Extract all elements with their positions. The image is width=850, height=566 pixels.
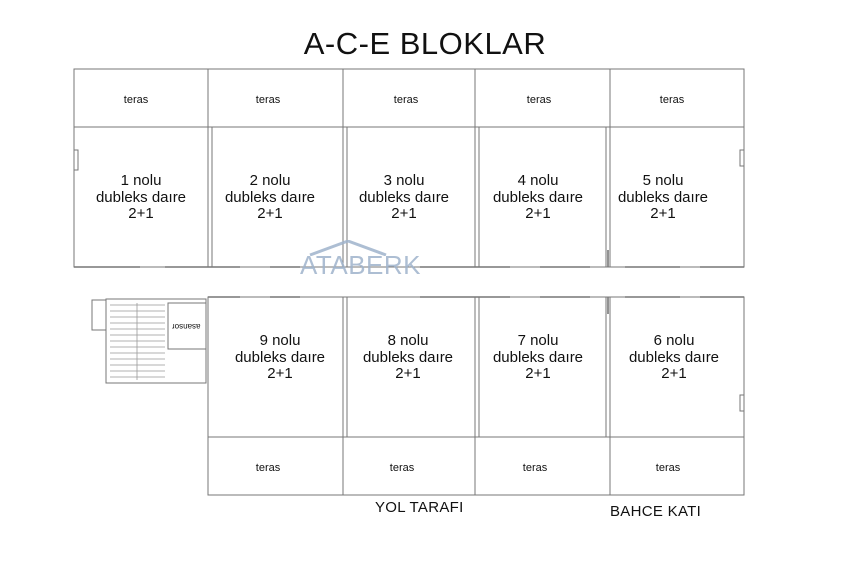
unit-5-label <box>593 173 733 223</box>
unit-2-label <box>200 173 340 223</box>
unit-number: 1 nolu <box>120 172 162 189</box>
terrace-label: teras <box>526 94 552 106</box>
unit-rooms: 2+1 <box>395 365 421 382</box>
terrace-label: teras <box>659 94 685 106</box>
house-roof-icon <box>308 240 388 256</box>
terrace-label: teras <box>123 94 149 106</box>
unit-type: dubleks daıre <box>492 348 584 366</box>
unit-number: 6 nolu <box>653 332 695 349</box>
unit-type: dubleks daıre <box>362 348 454 366</box>
unit-7-label <box>468 333 608 383</box>
terrace-label: teras <box>393 94 419 106</box>
unit-type: dubleks daıre <box>492 188 584 206</box>
unit-type: dubleks daıre <box>617 188 709 206</box>
unit-6-label <box>604 333 744 383</box>
terrace-label: teras <box>522 462 548 474</box>
unit-rooms: 2+1 <box>525 205 551 222</box>
garden-floor-label: BAHCE KATI <box>610 503 702 520</box>
unit-3-label <box>334 173 474 223</box>
terrace-label: teras <box>255 462 281 474</box>
unit-number: 7 nolu <box>517 332 559 349</box>
unit-4-label <box>468 173 608 223</box>
page-title: A-C-E BLOKLAR <box>303 26 547 61</box>
unit-type: dubleks daıre <box>234 348 326 366</box>
terrace-label: teras <box>255 94 281 106</box>
unit-rooms: 2+1 <box>257 205 283 222</box>
terrace-label: teras <box>655 462 681 474</box>
unit-type: dubleks daıre <box>95 188 187 206</box>
unit-rooms: 2+1 <box>128 205 154 222</box>
unit-number: 9 nolu <box>259 332 301 349</box>
unit-rooms: 2+1 <box>650 205 676 222</box>
unit-number: 2 nolu <box>249 172 291 189</box>
unit-rooms: 2+1 <box>661 365 687 382</box>
stair-treads <box>110 303 165 380</box>
unit-8-label <box>338 333 478 383</box>
unit-type: dubleks daıre <box>628 348 720 366</box>
unit-rooms: 2+1 <box>391 205 417 222</box>
unit-number: 4 nolu <box>517 172 559 189</box>
unit-type: dubleks daıre <box>224 188 316 206</box>
unit-1-label <box>71 173 211 223</box>
unit-9-label <box>210 333 350 383</box>
watermark-text: ATABERK <box>300 250 422 280</box>
unit-rooms: 2+1 <box>525 365 551 382</box>
elevator-label: asansor <box>172 322 201 331</box>
terrace-label: teras <box>389 462 415 474</box>
unit-number: 3 nolu <box>383 172 425 189</box>
unit-number: 8 nolu <box>387 332 429 349</box>
watermark-logo <box>300 250 421 281</box>
unit-rooms: 2+1 <box>267 365 293 382</box>
unit-number: 5 nolu <box>642 172 684 189</box>
road-side-label: YOL TARAFI <box>375 499 464 516</box>
unit-type: dubleks daıre <box>358 188 450 206</box>
